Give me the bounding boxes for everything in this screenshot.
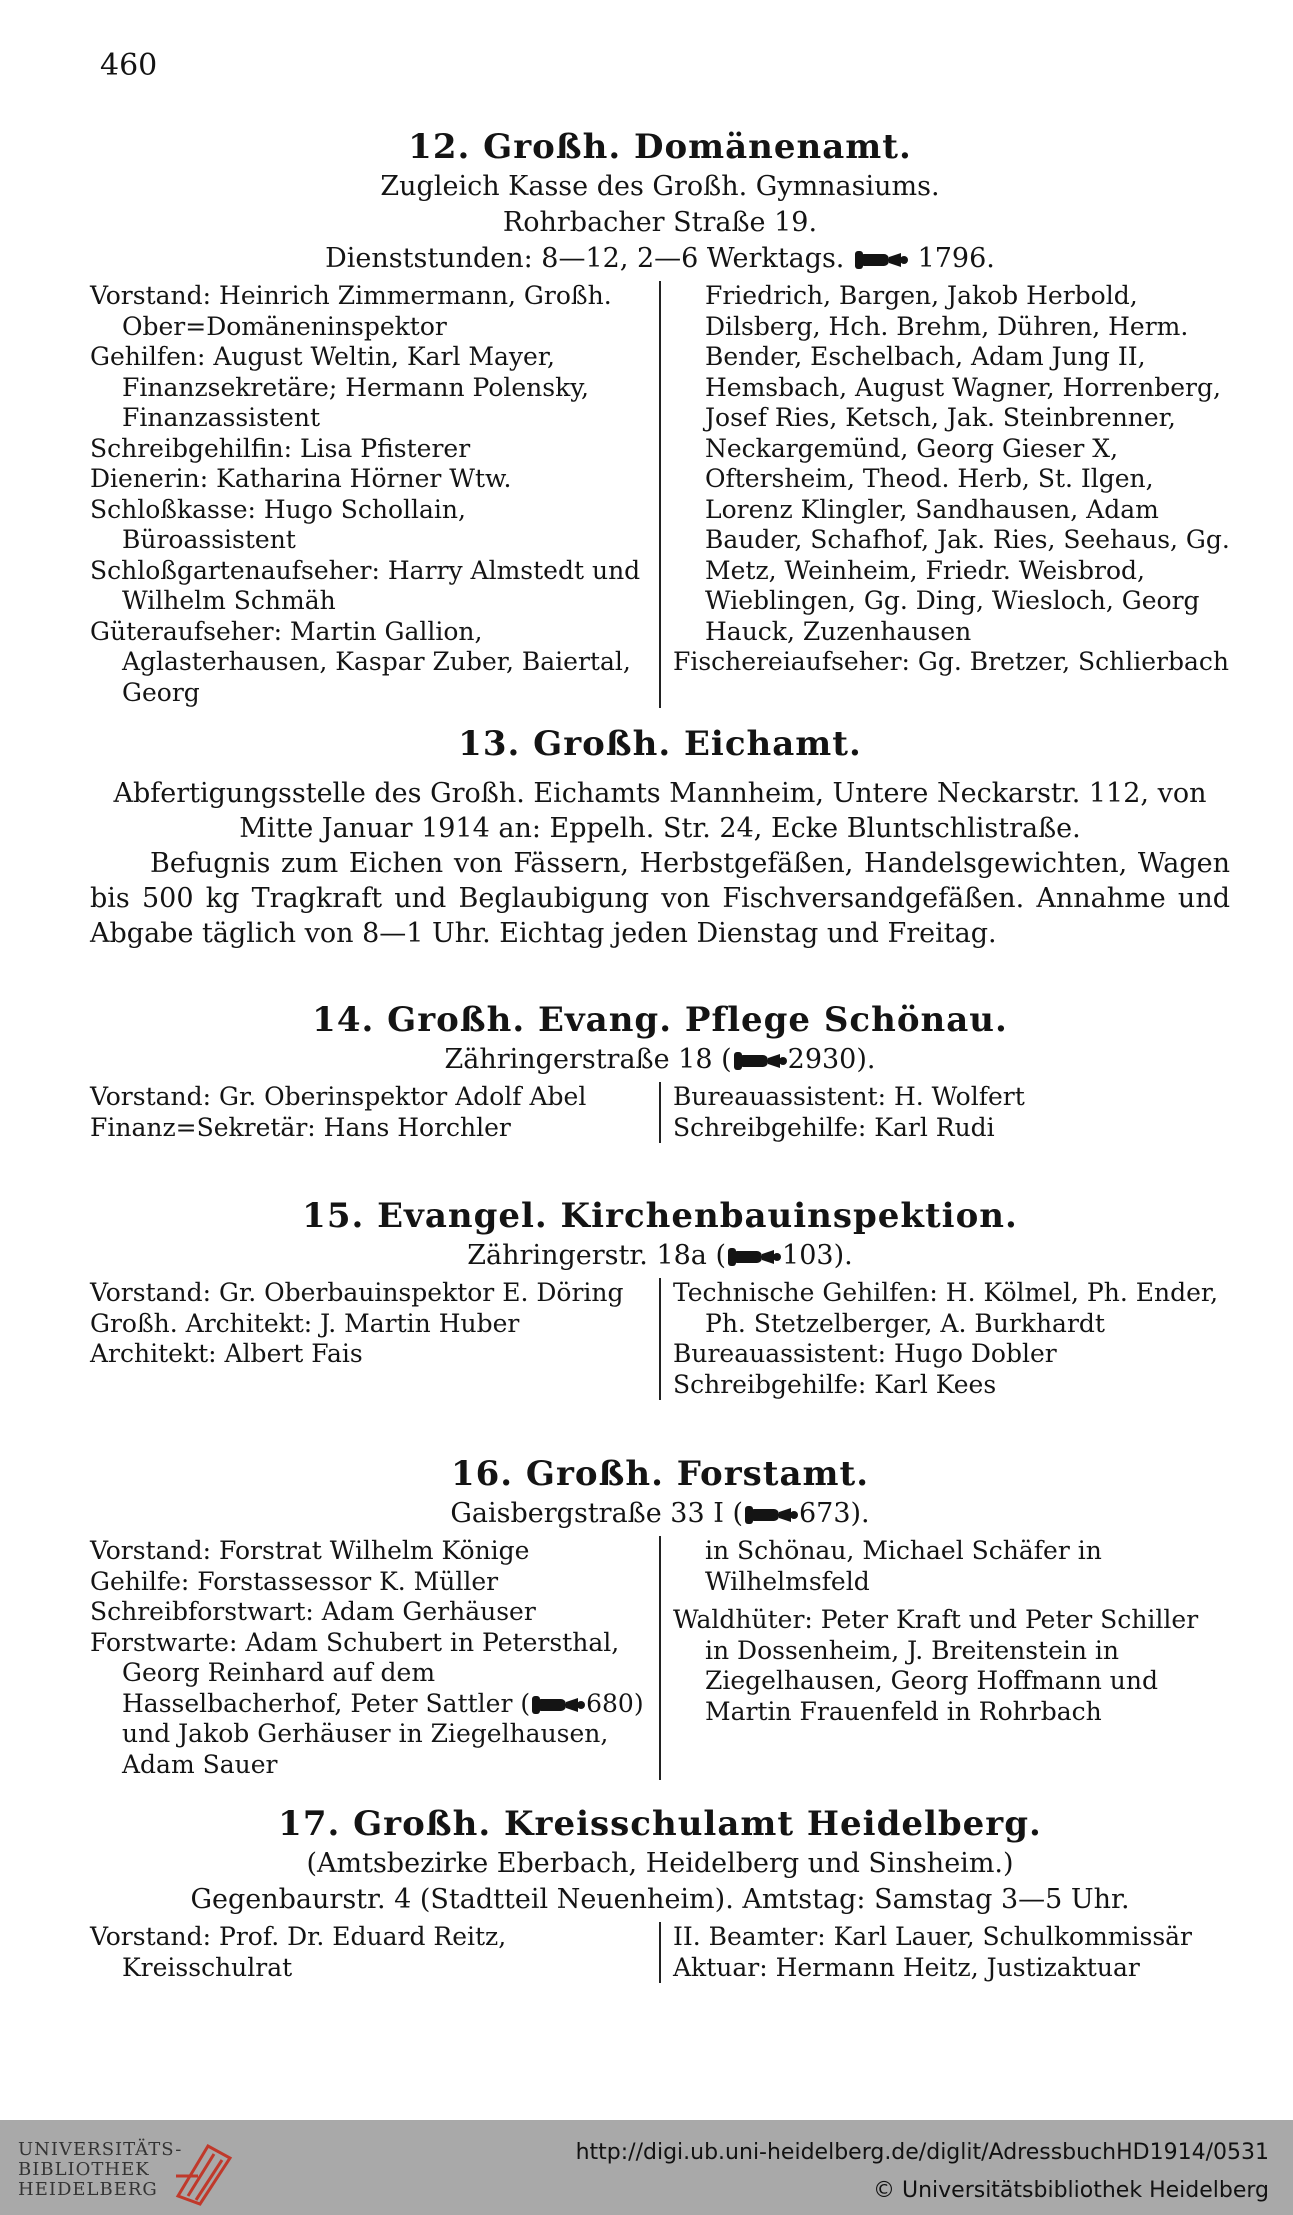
- telephone-icon: [732, 1050, 788, 1072]
- section-15-right-column: [659, 1278, 1230, 1400]
- section-17-right-column: [659, 1922, 1230, 1983]
- section-17-subtitle: (Amtsbezirke Eberbach, Heidelberg und Sinsheim.): [306, 1848, 1014, 1879]
- section-12-address: Rohrbacher Straße 19.: [502, 207, 818, 238]
- entry: Fischereiaufseher: Gg. Bretzer, Schlierbach: [673, 647, 1229, 676]
- section-16-left-column: [90, 1536, 659, 1780]
- telephone-icon: [726, 1246, 782, 1268]
- section-15-columns: [90, 1278, 1230, 1400]
- entry: Vorstand: Forstrat Wilhelm Könige: [90, 1536, 530, 1565]
- entry: Vorstand: Gr. Oberbauinspektor E. Döring: [90, 1278, 624, 1307]
- section-16-right-column: [659, 1536, 1230, 1780]
- section-14-title: 14. Großh. Evang. Pflege Schönau.: [312, 1000, 1008, 1040]
- section-15-title: 15. Evangel. Kirchenbauinspektion.: [302, 1196, 1018, 1236]
- section-14-right-column: [659, 1082, 1230, 1143]
- section-12-hours-text: Dienststunden: 8—12, 2—6 Werktags.: [325, 243, 845, 274]
- entry: Schloßgartenaufseher: Harry Almstedt und Wilhelm Schmäh: [90, 555, 641, 615]
- entry: Gehilfe: Forstassessor K. Müller: [90, 1566, 499, 1596]
- section-12-right-column: [659, 281, 1230, 708]
- entry-continuation: in Schönau, Michael Schäfer in Wilhelmsfeld: [705, 1536, 1102, 1596]
- source-url-link[interactable]: http://digi.ub.uni-heidelberg.de/diglit/AdressbuchHD1914/0531: [575, 2140, 1269, 2165]
- section-16-address: [90, 1496, 1230, 1532]
- entry: Vorstand: Gr. Oberinspektor Adolf Abel: [90, 1082, 587, 1111]
- section-16-phone: 673).: [798, 1498, 870, 1529]
- section-17-title: 17. Großh. Kreisschulamt Heidelberg.: [278, 1804, 1042, 1844]
- section-14-address: [90, 1042, 1230, 1078]
- section-17-address: Gegenbaurstr. 4 (Stadtteil Neuenheim). Amtstag: Samstag 3—5 Uhr.: [190, 1884, 1130, 1915]
- section-16-columns: [90, 1536, 1230, 1780]
- entry: Großh. Architekt: J. Martin Huber: [90, 1308, 520, 1338]
- entry: Dienerin: Katharina Hörner Wtw.: [90, 464, 512, 493]
- entry: Technische Gehilfen: H. Kölmel, Ph. Ender, Ph. Stetzelberger, A. Burkhardt: [673, 1278, 1219, 1338]
- entry: Schreibgehilfe: Karl Kees: [673, 1369, 997, 1399]
- entry: Finanz=Sekretär: Hans Horchler: [90, 1112, 511, 1142]
- section-16-title: 16. Großh. Forstamt.: [450, 1454, 870, 1494]
- entry: Vorstand: Heinrich Zimmermann, Großh. Ober=Domäneninspektor: [90, 281, 612, 341]
- section-15-left-column: [90, 1278, 659, 1400]
- entry: Gehilfen: August Weltin, Karl Mayer, Finanzsekretäre; Hermann Polensky, Finanzassistent: [90, 342, 589, 432]
- entry: Bureauassistent: Hugo Dobler: [673, 1339, 1057, 1368]
- section-16-address-text: Gaisbergstraße 33 I (: [450, 1498, 743, 1529]
- section-12: [90, 125, 1230, 708]
- entry: II. Beamter: Karl Lauer, Schulkommissär: [673, 1922, 1193, 1951]
- telephone-icon: [743, 1504, 799, 1526]
- section-15: [90, 1194, 1230, 1400]
- section-13-paragraph-1: Abfertigungsstelle des Großh. Eichamts Mannheim, Untere Neckarstr. 112, von Mitte Januar 1914 an: Eppelh. Str. 24, Ecke Bluntschlistraße.: [113, 778, 1207, 844]
- section-15-address: [90, 1238, 1230, 1274]
- section-14-phone: 2930).: [787, 1044, 876, 1075]
- library-logo: [18, 2140, 248, 2210]
- entry: Aktuar: Hermann Heitz, Justizaktuar: [673, 1952, 1140, 1982]
- telephone-icon: [853, 249, 909, 271]
- entry: Vorstand: Prof. Dr. Eduard Reitz, Kreisschulrat: [90, 1922, 507, 1982]
- section-12-subtitle: Zugleich Kasse des Großh. Gymnasiums.: [380, 171, 940, 202]
- library-name-line-3: HEIDELBERG: [18, 2179, 158, 2200]
- section-13: [90, 722, 1230, 951]
- entry: Schreibforstwart: Adam Gerhäuser: [90, 1597, 536, 1626]
- section-12-left-column: [90, 281, 659, 708]
- forstwarte-text: Forstwarte: Adam Schubert in Petersthal, Georg Reinhard auf dem Hasselbacherhof, Peter Sattler (: [90, 1627, 620, 1718]
- forstwarte-text-cont: 680) und Jakob Gerhäuser in Ziegelhausen, Adam Sauer: [122, 1688, 644, 1779]
- section-12-phone: 1796.: [917, 243, 995, 274]
- copyright-text: © Universitätsbibliothek Heidelberg: [872, 2178, 1269, 2203]
- section-14-address-text: Zähringerstraße 18 (: [444, 1044, 732, 1075]
- entry: Schreibgehilfin: Lisa Pfisterer: [90, 433, 471, 463]
- section-14: [90, 998, 1230, 1143]
- section-12-columns: [90, 281, 1230, 708]
- entry: Schloßkasse: Hugo Schollain, Büroassistent: [90, 494, 466, 554]
- telephone-icon: [530, 1694, 586, 1716]
- section-14-left-column: [90, 1082, 659, 1143]
- entry-continuation: Friedrich, Bargen, Jakob Herbold, Dilsberg, Hch. Brehm, Dühren, Herm. Bender, Eschelbach, Adam Jung II, Hemsbach, August Wagner, Horrenberg, Josef Ries, Ketsch, Jak. Steinbrenner, Neckargemünd, Georg Gieser X, Oftersheim, Theod. Herb, St. Ilgen, Lorenz Klingler, Sandhausen, Adam Bauder, Schafhof, Jak. Ries, Seehaus, Gg. Metz, Weinheim, Friedr. Weisbrod, Wieblingen, Gg. Ding, Wiesloch, Georg Hauck, Zuzenhausen: [705, 281, 1230, 646]
- page-number: 460: [100, 48, 158, 83]
- section-17-left-column: [90, 1922, 659, 1983]
- entry: Güteraufseher: Martin Gallion, Aglasterhausen, Kaspar Zuber, Baiertal, Georg: [90, 616, 631, 707]
- section-13-title: 13. Großh. Eichamt.: [458, 724, 862, 764]
- section-15-address-text: Zähringerstr. 18a (: [467, 1240, 727, 1271]
- library-name-line-2: BIBLIOTHEK: [18, 2159, 150, 2180]
- entry: Waldhüter: Peter Kraft und Peter Schiller in Dossenheim, J. Breitenstein in Ziegelhausen, Georg Hoffmann und Martin Frauenfeld in Rohrbach: [673, 1605, 1199, 1726]
- section-13-paragraph-2: Befugnis zum Eichen von Fässern, Herbstgefäßen, Handelsgewichten, Wagen bis 500 kg Tragkraft und Beglaubigung von Fischversandgefäßen. Annahme und Abgabe täglich von 8—1 Uhr. Eichtag jeden Dienstag und Freitag.: [90, 848, 1230, 949]
- section-14-columns: [90, 1082, 1230, 1143]
- section-17-columns: [90, 1922, 1230, 1983]
- section-12-hours: [90, 241, 1230, 277]
- section-16: [90, 1452, 1230, 1780]
- section-12-title: 12. Großh. Domänenamt.: [408, 127, 912, 167]
- library-logo-icon: [168, 2136, 240, 2206]
- section-17: [90, 1802, 1230, 1983]
- footer-bar: [0, 2120, 1293, 2215]
- section-15-phone: 103).: [782, 1240, 853, 1271]
- entry: Architekt: Albert Fais: [90, 1339, 363, 1368]
- entry: Bureauassistent: H. Wolfert: [673, 1082, 1025, 1111]
- library-name-line-1: UNIVERSITÄTS-: [18, 2139, 183, 2160]
- entry-forstwarte: [90, 1628, 647, 1781]
- entry: Schreibgehilfe: Karl Rudi: [673, 1112, 995, 1142]
